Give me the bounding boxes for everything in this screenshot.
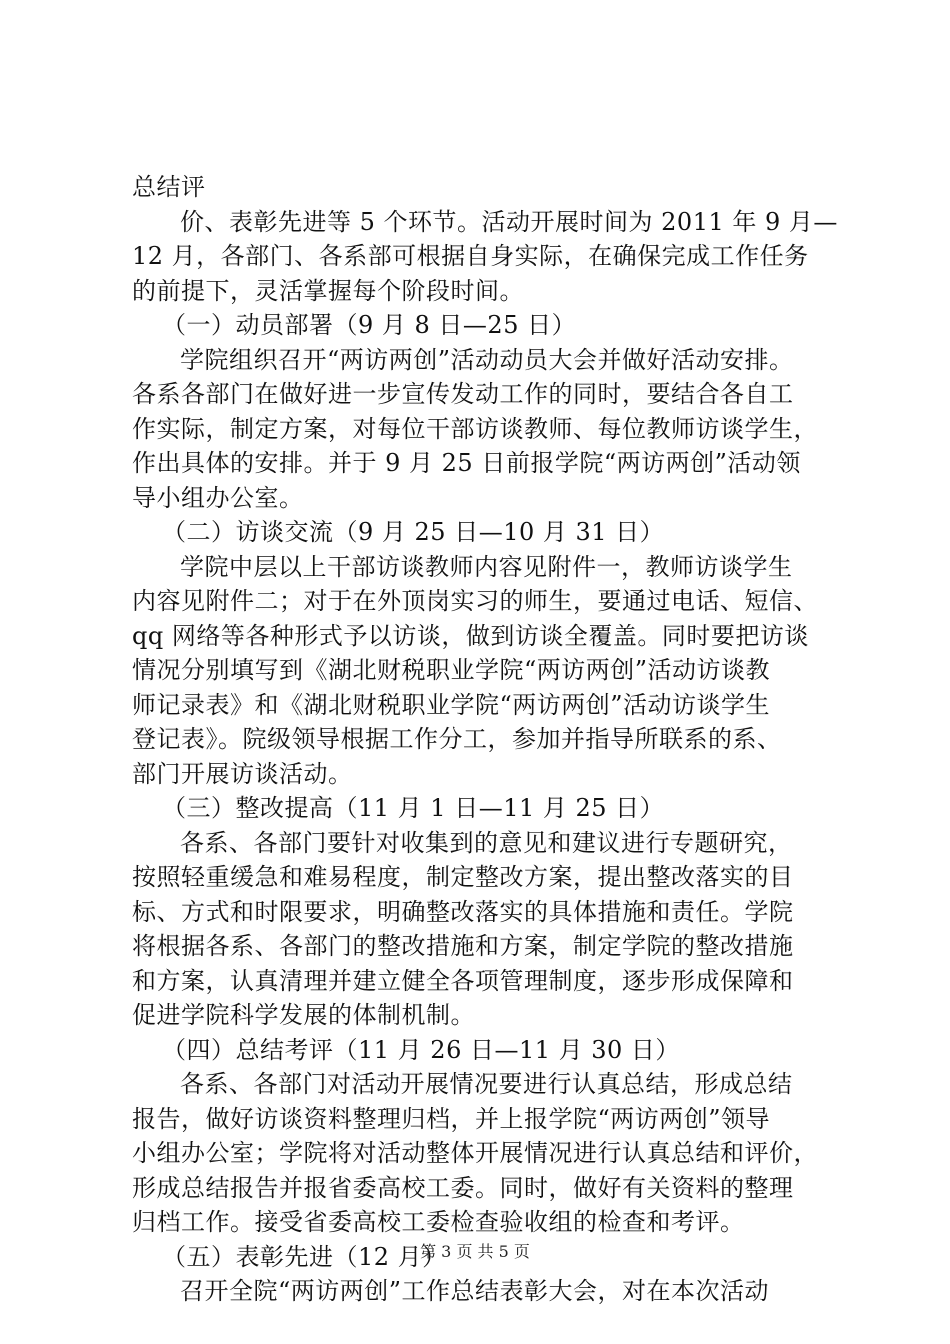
paragraph-line: 各系各部门在做好进一步宣传发动工作的同时，要结合各自工 — [132, 380, 794, 408]
paragraph-line: 导小组办公室。 — [132, 483, 304, 512]
paragraph-line: 登记表》。院级领导根据工作分工，参加并指导所联系的系、 — [132, 725, 782, 753]
paragraph-line: 总结评 — [132, 173, 206, 201]
paragraph-line: 形成总结报告并报省委高校工委。同时，做好有关资料的整理 — [132, 1173, 794, 1202]
paragraph-line: 12 月，各部门、各系部可根据自身实际，在确保完成工作任务 — [132, 242, 809, 270]
paragraph-line: 召开全院“两访两创”工作总结表彰大会，对在本次活动 — [180, 1277, 770, 1305]
paragraph-line: 标、方式和时限要求，明确整改落实的具体措施和责任。学院 — [132, 897, 794, 926]
page-number-footer: 第 3 页 共 5 页 — [420, 1242, 530, 1261]
paragraph-line: 和方案，认真清理并建立健全各项管理制度，逐步形成保障和 — [132, 966, 794, 995]
paragraph-line: 内容见附件二；对于在外顶岗实习的师生，要通过电话、短信、 — [132, 587, 818, 615]
paragraph-line: 学院组织召开“两访两创”活动动员大会并做好活动安排。 — [180, 345, 794, 374]
paragraph-line: 学院中层以上干部访谈教师内容见附件一，教师访谈学生 — [180, 552, 793, 581]
paragraph-line: 师记录表》和《湖北财税职业学院“两访两创”活动访谈学生 — [132, 690, 771, 719]
paragraph-line: 小组办公室；学院将对活动整体开展情况进行认真总结和评价， — [132, 1139, 818, 1167]
paragraph-line: 报告，做好访谈资料整理归档，并上报学院“两访两创”领导 — [132, 1104, 771, 1133]
paragraph-line: 归档工作。接受省委高校工委检查验收组的检查和考评。 — [132, 1208, 745, 1236]
paragraph-line: 情况分别填写到《湖北财税职业学院“两访两创”活动访谈教 — [132, 656, 771, 684]
section-heading: （三）整改提高（11 月 1 日—11 月 25 日） — [162, 794, 665, 822]
section-heading: （二）访谈交流（9 月 25 日—10 月 31 日） — [162, 518, 665, 546]
section-heading: （四）总结考评（11 月 26 日—11 月 30 日） — [162, 1035, 680, 1064]
paragraph-line: 促进学院科学发展的体制机制。 — [132, 1001, 475, 1029]
paragraph-line: 将根据各系、各部门的整改措施和方案，制定学院的整改措施 — [132, 932, 794, 960]
paragraph-line: 价、表彰先进等 5 个环节。活动开展时间为 2011 年 9 月— — [180, 207, 838, 236]
paragraph-line: 各系、各部门要针对收集到的意见和建议进行专题研究， — [180, 828, 793, 857]
paragraph-line: 作出具体的安排。并于 9 月 25 日前报学院“两访两创”活动领 — [132, 449, 801, 477]
paragraph-line: 作实际，制定方案，对每位干部访谈教师、每位教师访谈学生， — [132, 414, 818, 443]
paragraph-line: qq 网络等各种形式予以访谈，做到访谈全覆盖。同时要把访谈 — [132, 621, 809, 650]
paragraph-line: 的前提下，灵活掌握每个阶段时间。 — [132, 276, 524, 305]
paragraph-line: 部门开展访谈活动。 — [132, 759, 353, 788]
section-heading: （五）表彰先进（12 月） — [162, 1242, 447, 1271]
document-body — [132, 170, 838, 1309]
paragraph-line: 各系、各部门对活动开展情况要进行认真总结，形成总结 — [180, 1070, 793, 1098]
paragraph-line: 按照轻重缓急和难易程度，制定整改方案，提出整改落实的目 — [132, 863, 794, 891]
section-heading: （一）动员部署（9 月 8 日—25 日） — [162, 311, 577, 339]
